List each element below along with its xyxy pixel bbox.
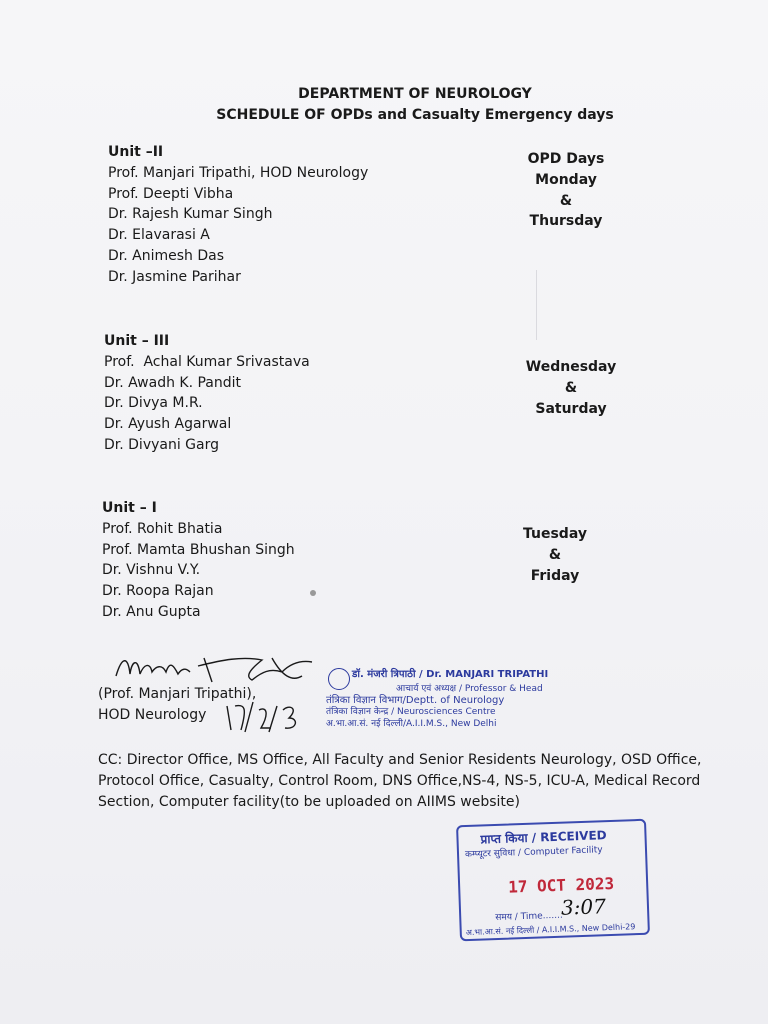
document-subtitle: SCHEDULE OF OPDs and Casualty Emergency days <box>216 107 614 123</box>
received-dept: कम्प्यूटर सुविधा / Computer Facility <box>464 845 603 861</box>
days-line: Friday <box>530 567 580 584</box>
stamp-line: तंत्रिका विज्ञान विभाग/Deptt. of Neurology <box>326 695 505 706</box>
unit-member: Dr. Divya M.R. <box>104 395 203 412</box>
unit-member: Dr. Awadh K. Pandit <box>104 374 242 391</box>
days-line: & <box>564 379 578 396</box>
unit-ii-days <box>518 149 614 232</box>
received-stamp <box>456 819 650 942</box>
unit-member: Dr. Ayush Agarwal <box>104 416 232 433</box>
official-stamp <box>326 665 549 735</box>
received-title: प्राप्त किया / RECEIVED <box>480 828 607 847</box>
emblem-icon <box>328 668 350 690</box>
unit-member: Dr. Vishnu V.Y. <box>102 562 201 579</box>
fold-line <box>536 270 537 340</box>
stamp-line: अ.भा.आ.सं. नई दिल्ली/A.I.I.M.S., New Delhi <box>326 719 497 729</box>
days-line: Monday <box>535 171 597 188</box>
cc-list: CC: Director Office, MS Office, All Faculty and Senior Residents Neurology, OSD Office, Protocol Office, Casualty, Control Room, DNS Office,NS-4, NS-5, ICU-A, Medical Record Section, Computer facility(to be uploaded on AIIMS website) <box>98 752 702 810</box>
unit-member: Dr. Anu Gupta <box>102 603 201 620</box>
unit-heading: Unit –II <box>108 144 164 160</box>
unit-member: Dr. Divyani Garg <box>104 436 220 453</box>
unit-member: Prof. Achal Kumar Srivastava <box>104 353 310 370</box>
unit-member: Dr. Jasmine Parihar <box>108 268 241 285</box>
document-title: DEPARTMENT OF NEUROLOGY <box>298 86 532 102</box>
days-line: Saturday <box>535 400 607 417</box>
received-time-label: समय / Time....... <box>495 910 563 924</box>
signatory-name: (Prof. Manjari Tripathi), <box>98 686 257 702</box>
days-line: & <box>559 192 573 209</box>
days-line: OPD Days <box>527 151 605 167</box>
unit-i-block <box>102 498 295 623</box>
days-line: Tuesday <box>523 526 587 542</box>
unit-heading: Unit – III <box>104 333 170 349</box>
unit-iii-days <box>516 357 626 419</box>
stamp-line: तंत्रिका विज्ञान केन्द्र / Neurosciences Centre <box>326 707 496 717</box>
unit-member: Prof. Rohit Bhatia <box>102 520 223 537</box>
ink-speck <box>310 590 316 596</box>
received-date: 17 OCT 2023 <box>507 873 615 897</box>
received-time-value: 3:07 <box>560 894 607 920</box>
handwritten-date <box>225 700 325 734</box>
days-line: & <box>548 546 562 563</box>
unit-iii-block <box>104 331 310 456</box>
unit-member: Dr. Elavarasi A <box>108 227 210 244</box>
unit-heading: Unit – I <box>102 500 157 516</box>
received-footer: अ.भा.आ.सं. नई दिल्ली / A.I.I.M.S., New Delhi-29 <box>465 922 636 938</box>
stamp-line: डॉ. मंजरी त्रिपाठी / Dr. MANJARI TRIPATHI <box>352 669 549 680</box>
days-line: Thursday <box>529 213 603 230</box>
unit-member: Dr. Animesh Das <box>108 247 225 264</box>
unit-member: Prof. Deepti Vibha <box>108 185 234 202</box>
unit-member: Dr. Roopa Rajan <box>102 583 214 600</box>
unit-member: Prof. Mamta Bhushan Singh <box>102 541 295 558</box>
unit-member: Dr. Rajesh Kumar Singh <box>108 206 273 223</box>
unit-i-days <box>510 524 600 586</box>
stamp-line: आचार्य एवं अध्यक्ष / Professor & Head <box>396 684 543 694</box>
unit-ii-block <box>108 142 368 288</box>
signatory-designation: HOD Neurology <box>98 707 207 723</box>
days-line: Wednesday <box>525 359 617 375</box>
unit-member: Prof. Manjari Tripathi, HOD Neurology <box>108 164 369 181</box>
